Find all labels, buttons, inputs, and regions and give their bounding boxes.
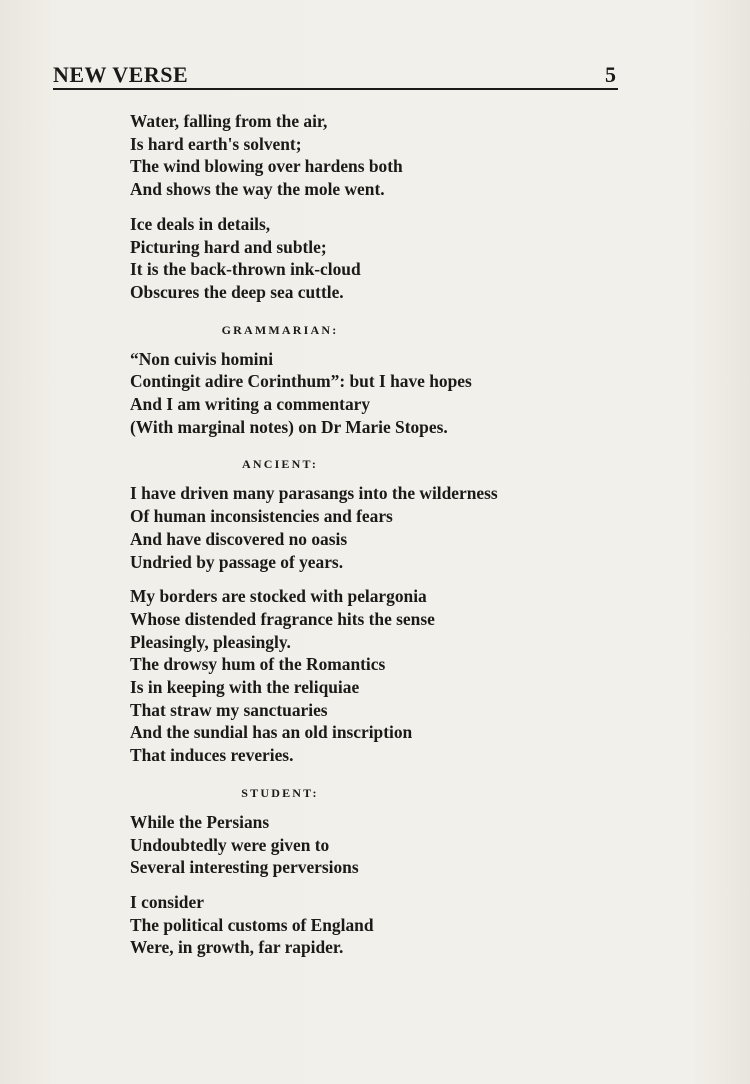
- stanza: [130, 213, 610, 304]
- verse-line: Pleasingly, pleasingly.: [130, 631, 291, 652]
- verse-line: The drowsy hum of the Romantics: [130, 654, 386, 675]
- verse-line: Whose distended fragrance hits the sense: [130, 608, 435, 629]
- verse-line: And the sundial has an old inscription: [130, 722, 413, 743]
- stanza: [130, 811, 610, 879]
- verse-line: My borders are stocked with pelargonia: [130, 586, 427, 607]
- stanza: [130, 482, 610, 573]
- verse-line: That induces reveries.: [130, 745, 294, 766]
- section-opening: [130, 110, 610, 304]
- verse-line: The political customs of England: [130, 914, 374, 935]
- speaker-heading-grammarian: GRAMMARIAN:: [221, 322, 339, 337]
- stanza: [130, 348, 610, 439]
- stanza: [130, 891, 610, 959]
- verse-line: Ice deals in details,: [130, 213, 271, 234]
- verse-line: Is hard earth's solvent;: [130, 133, 302, 154]
- verse-line: Obscures the deep sea cuttle.: [130, 281, 344, 302]
- verse-line: Undoubtedly were given to: [130, 834, 330, 855]
- verse-line: Contingit adire Corinthum”: but I have hopes: [130, 371, 472, 392]
- verse-line: That straw my sanctuaries: [130, 699, 328, 720]
- poem-body: [130, 110, 610, 971]
- verse-line: Several interesting perversions: [130, 857, 359, 878]
- verse-line: The wind blowing over hardens both: [130, 156, 403, 177]
- speaker-heading-ancient: ANCIENT:: [241, 457, 319, 472]
- verse-line: Picturing hard and subtle;: [130, 236, 327, 257]
- stanza: [130, 110, 610, 201]
- speaker-heading-student: STUDENT:: [241, 785, 319, 800]
- verse-line: Were, in growth, far rapider.: [130, 937, 344, 958]
- verse-line: Water, falling from the air,: [130, 111, 328, 131]
- verse-line: Of human inconsistencies and fears: [130, 506, 393, 527]
- running-header: [53, 60, 618, 90]
- verse-line: I have driven many parasangs into the wilderness: [130, 483, 498, 504]
- running-head: NEW VERSE: [53, 62, 189, 87]
- verse-line: I consider: [130, 891, 204, 912]
- verse-line: It is the back-thrown ink-cloud: [130, 259, 361, 280]
- stanza: [130, 585, 610, 767]
- verse-line: While the Persians: [130, 811, 270, 832]
- verse-line: (With marginal notes) on Dr Marie Stopes.: [130, 416, 448, 437]
- verse-line: “Non cuivis homini: [130, 348, 274, 369]
- section-student: [130, 811, 610, 959]
- verse-line: And shows the way the mole went.: [130, 179, 385, 200]
- page-number: 5: [605, 62, 616, 87]
- section-ancient: [130, 482, 610, 766]
- verse-line: And have discovered no oasis: [130, 528, 348, 549]
- verse-line: And I am writing a commentary: [130, 394, 371, 415]
- verse-line: Undried by passage of years.: [130, 551, 344, 572]
- section-grammarian: [130, 348, 610, 439]
- verse-line: Is in keeping with the reliquiae: [130, 677, 360, 698]
